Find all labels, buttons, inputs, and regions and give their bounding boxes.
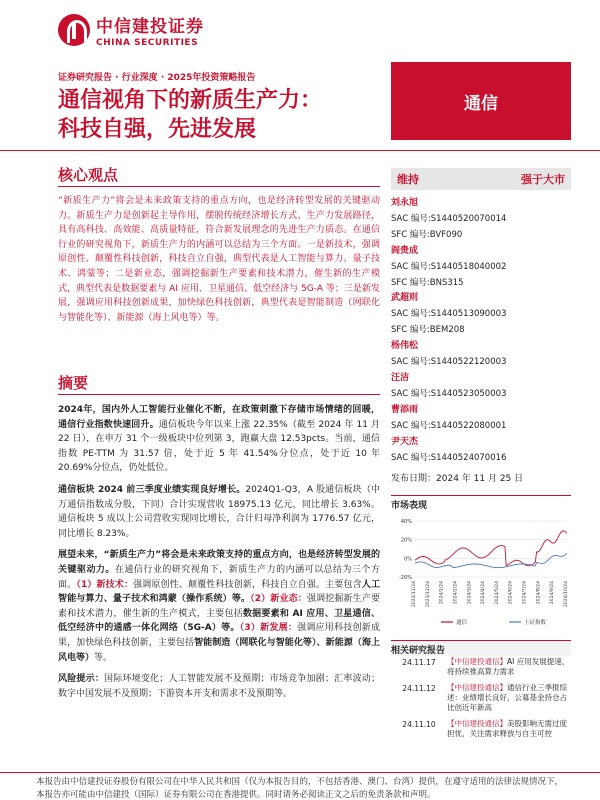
related-title: 通信行业三季报综述：业绩增长良好，公募基金持仓占比创近年新高 [447,683,567,712]
summary-p3-d: 强调应用科技创新成果，加快绿色科技创新，主要包括 [58,623,380,648]
summary-p3-c-bold: 数据要素和 AI 应用、卫星通信、低空经济中的通感一体化网络（5G-A）等。 [58,608,380,634]
footer-divider [0,772,600,773]
header-divider [0,150,600,151]
core-text: “新质生产力”将会是未来政策支持的重点方向，也是经济转型发展的关键驱动力。新质生产力是创新起主导作用，摆脱传统经济增长方式、生产力发展路径，具有高科技、高效能、高质量特征，符合新发展理念的先进生产力质态。在通信行业的研究视角下，新质生产力的内涵可以总结为三个方面。一是新技术，强调原创性、颠覆性科技创新，科技自立自强，典型代表是人工智能与算力、量子技术、鸿蒙等；二是新业态，强调挖掘新生产要素和技术潜力，催生新的生产模式，典型代表是数据要素与 AI 应用、卫星通信、低空经济与 5G-A 等；三是新发展，强调应用科技创新成果，加快绿色科技创新，典型代表是智能制造（网联化与智能化等）、新能源（海上风电等）等。 [58,196,380,323]
summary-divider [58,394,380,395]
x-tick-label: 2024/7/24 [522,581,528,605]
analyst-sfc: SFC 编号:BEM208 [391,325,465,336]
analyst-name: 阎贵成 [391,245,419,256]
logo-icon [58,14,90,46]
summary-p3-a: 在通信行业的研究视角下，新质生产力的内涵可以总结为三个方面。 [58,564,380,590]
summary-p3-b-bold: 人工智能与算力、量子技术和鸿蒙（操作系统）等。 [58,579,380,605]
summary-p3-t2: （2）新业态： [250,594,307,605]
related-title: AI 应用发展提速，将持续推高算力需求 [447,657,570,676]
x-tick-label: 2024/6/24 [508,581,514,605]
x-tick-label: 2024/4/24 [481,581,487,605]
related-title: 美股影响无需过度担忧，关注需求释放与自主可控 [447,719,567,738]
analyst-sac: SAC 编号:S1440513090003 [391,309,507,320]
summary-para-3 [58,548,380,665]
footer-line-2: 本报告亦可能由中信建投（国际）证券有限公司在香港提供。同时请务必阅读正文之后的免责条款和声明。 [36,790,436,800]
x-tick-label: 2024/5/24 [494,581,500,605]
report-type: 证券研究报告 · 行业深度 · 2025年投资策略报告 [58,73,256,83]
title-line-2: 科技自强，先进发展 [58,117,257,142]
x-tick-label: 2024/10/24 [564,581,569,607]
analyst-name: 刘永旭 [391,198,419,208]
analyst-sac: SAC 编号:S1440523050003 [391,388,507,399]
related-tag: 【中信建投通信】 [447,683,507,692]
analyst-list [391,196,571,466]
analyst-name: 曹添雨 [391,404,419,415]
market-heading: 市场表现 [391,495,571,511]
related-date: 24.11.12 [402,684,436,693]
related-date: 24.11.10 [402,720,436,729]
publish-date [391,471,571,484]
related-tag: 【中信建投通信】 [447,657,507,666]
analyst-sac: SAC 编号:S1440520070014 [391,213,507,224]
logo-en-name: CHINA SECURITIES [96,38,199,48]
summary-p3-t3: （3）新发展： [239,623,298,634]
x-tick-label: 2024/8/24 [536,581,542,605]
related-text [447,719,571,739]
summary-p2-bold: 通信板块 2024 前三季度业绩实现良好增长。 [58,484,246,495]
analyst-sac: SAC 编号:S1440524070016 [391,452,507,463]
core-divider [58,186,380,187]
analyst-sac: SAC 编号:S1440522120003 [391,357,507,368]
related-tag: 【中信建投通信】 [447,719,507,728]
footer-disclaimer [36,776,576,800]
related-item[interactable] [391,657,571,677]
y-tick-label: 40% [400,519,412,525]
related-date: 24.11.17 [402,658,436,667]
series-line-index [415,553,567,568]
analyst-sac: SAC 编号:S1440518040002 [391,261,507,272]
related-heading: 相关研究报告 [391,640,571,656]
market-chart [391,515,571,630]
summary-heading: 摘要 [58,374,89,392]
logo-cn-name: 中信建投证券 [96,17,204,37]
analyst-sfc: SFC 编号:BNS315 [391,277,464,288]
summary-p1-rest: 通信板块今年以来上涨 22.35%（截至 2024 年 11 月 22 日），在申万 31 个一级板块中位列第 3，跑赢大盘 12.53pcts。当前，通信指数 PE-TTM 为 31.57 倍，处于近 5 年 41.54%分位点，处于近 10 年 20.69%分位点，仍处低位。 [58,419,380,474]
related-text [447,683,571,713]
x-tick-label: 2024/1/24 [439,581,445,605]
core-heading: 核心观点 [58,166,119,184]
pubdate-value: 2024 年 11 月 25 日 [436,474,524,485]
summary-p3-t1: （1）新技术： [76,579,134,590]
analyst-sac: SAC 编号:S1440522080001 [391,420,507,431]
company-logo [58,12,204,48]
summary-p3-d-end: 等。 [94,652,113,663]
analyst-name: 杨伟松 [391,341,419,352]
report-title [58,86,322,144]
analyst-name: 汪洁 [391,372,410,383]
sector-banner [391,62,571,140]
x-tick-label: 2024/9/24 [550,581,556,605]
summary-p3-d-bold: 智能制造（网联化与智能化等）、新能源（海上风电等） [58,637,380,663]
summary-p3-c: 强调挖掘新生产要素和技术潜力，催生新的生产模式，主要包括 [58,594,380,619]
rating-bar [391,168,571,190]
analyst-name: 武超则 [391,293,419,304]
related-item[interactable] [391,683,571,713]
summary-p3-b: 强调原创性、颠覆性科技创新，科技自立自强。主要包含 [133,579,362,590]
series-line-comm [415,531,567,566]
right-column [391,168,571,484]
rating-value: 强于大市 [521,173,565,186]
summary-body [58,403,380,708]
x-tick-label: 2024/3/24 [467,581,473,605]
summary-p1-bold: 2024年，国内外人工智能行业催化不断，在政策刺激下存储市场情绪的回暖，通信行业指数快速回升。 [58,405,380,430]
summary-para-1 [58,403,380,476]
x-tick-label: 2023/11/24 [412,581,417,607]
title-line-1: 通信视角下的新质生产力： [58,88,323,113]
x-tick-label: 2023/12/24 [425,581,431,607]
y-tick-label: 0% [404,556,412,563]
related-item[interactable] [391,719,571,739]
sector-label: 通信 [464,93,498,114]
y-tick-label: -20% [399,575,412,581]
legend-label: 通信 [456,620,468,626]
rating-label: 维持 [397,173,419,186]
related-list [391,657,571,745]
pubdate-label: 发布日期： [391,474,437,485]
summary-para-2 [58,483,380,541]
risk-label: 风险提示： [58,674,105,685]
x-tick-label: 2024/2/24 [453,581,459,605]
footer-line-1: 本报告由中信建投证券股份有限公司在中华人民共和国（仅为本报告目的，不包括香港、澳门、台湾）提供，在遵守适用的法律法规情况下， [36,777,564,787]
summary-risk [58,672,380,701]
summary-p2-rest: 2024Q1-Q3，A 股通信板块（中万通信指数成分股，下同）合计实现营收 18975.13 亿元，同比增长 3.63%。通信板块 5 成以上公司营收实现同比增长，合计归母净利润为 1776.57 亿元，同比增长 8.23%。 [58,484,380,539]
y-tick-label: 20% [400,537,412,544]
analyst-sfc: SFC 编号:BVF090 [391,229,463,240]
summary-p3-bold: 展望未来，“新质生产力”将会是未来政策支持的重点方向，也是经济转型发展的关键驱动力。 [58,550,380,575]
related-text [447,657,571,677]
analyst-name: 尹天杰 [391,436,419,447]
legend-label: 上证指数 [524,620,547,626]
risk-text: 国际环境变化；人工智能发展不及预期；市场竞争加剧；汇率波动；数字中国发展不及预期；下游资本开支和需求不及预期等。 [58,674,380,699]
